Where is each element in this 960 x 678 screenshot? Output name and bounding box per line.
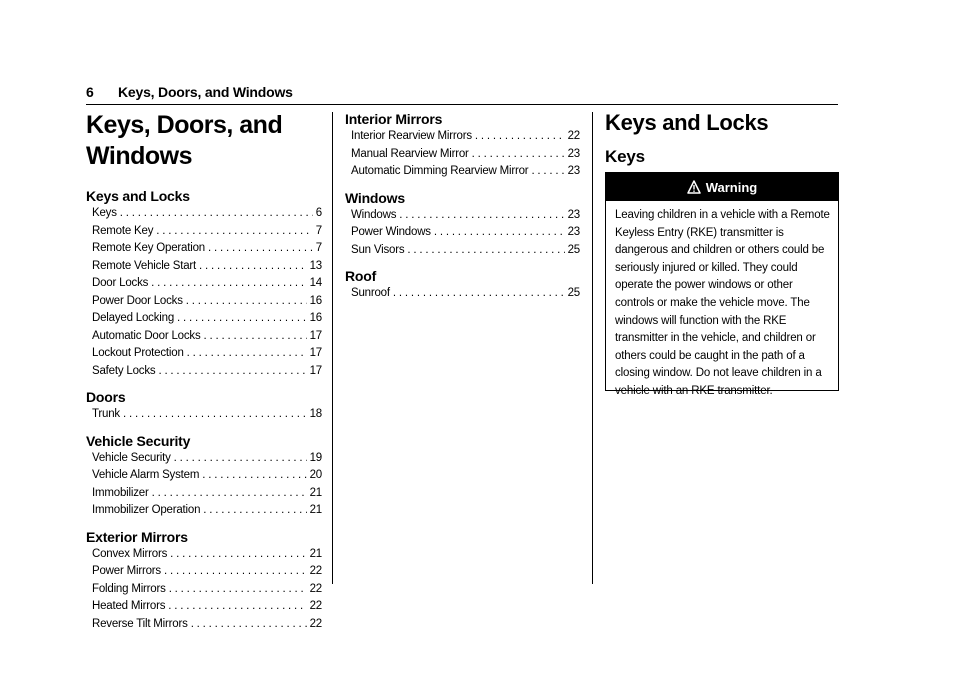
toc-entry[interactable]: [345, 285, 580, 303]
toc-entry-page: 22: [309, 582, 322, 595]
section-title: Keys and Locks: [605, 110, 769, 135]
toc-leader-dots: [174, 450, 307, 468]
toc-entry-label: Sunroof: [351, 287, 390, 299]
toc-section-heading: Doors: [86, 389, 126, 405]
toc-entry[interactable]: [86, 406, 322, 424]
toc-leader-dots: [177, 310, 307, 328]
column-divider-right: [592, 112, 593, 584]
toc-entry-page: 23: [567, 208, 580, 221]
toc-entry-label: Keys: [92, 207, 117, 219]
toc-leader-dots: [156, 223, 313, 241]
toc-entry-page: 21: [309, 504, 322, 516]
toc-entry[interactable]: [86, 258, 322, 276]
toc-entry[interactable]: [345, 163, 580, 181]
toc-entry-page: 22: [309, 565, 322, 577]
page-number: 6: [86, 84, 94, 100]
toc-entry-page: 14: [309, 277, 322, 289]
toc-entry[interactable]: [86, 363, 322, 381]
toc-section: [345, 267, 580, 303]
toc-leader-dots: [399, 207, 564, 225]
toc-entry-label: Folding Mirrors: [92, 582, 166, 595]
toc-entry-label: Sun Visors: [351, 243, 405, 256]
toc-entry-label: Interior Rearview Mirrors: [351, 130, 472, 142]
header-title: Keys, Doors, and Windows: [118, 84, 293, 100]
toc-leader-dots: [204, 328, 307, 346]
toc-entry-label: Immobilizer: [92, 486, 149, 499]
toc-entry[interactable]: [86, 328, 322, 346]
toc-entry-label: Vehicle Security: [92, 451, 171, 464]
toc-entry-page: 17: [309, 329, 322, 342]
toc-section-heading: Windows: [345, 189, 405, 206]
toc-leader-dots: [208, 240, 313, 258]
toc-section-heading: Keys and Locks: [86, 188, 190, 204]
toc-entry[interactable]: [86, 240, 322, 258]
toc-entry-page: 20: [309, 469, 322, 481]
toc-entry-page: 23: [567, 147, 580, 160]
toc-section: [86, 432, 322, 520]
toc-entry-label: Immobilizer Operation: [92, 504, 201, 516]
toc-entry-page: 23: [567, 165, 580, 177]
toc-leader-dots: [169, 581, 307, 599]
toc-entry[interactable]: [86, 616, 322, 634]
toc-leader-dots: [152, 485, 307, 503]
toc-entry[interactable]: [345, 224, 580, 242]
toc-entry-page: 22: [309, 617, 322, 630]
toc-entry-page: 22: [567, 130, 580, 142]
toc-section-heading: Exterior Mirrors: [86, 528, 188, 545]
toc-section: [86, 528, 322, 634]
toc-entry-page: 13: [309, 259, 322, 272]
toc-section: [345, 189, 580, 260]
toc-entry-list: [86, 406, 322, 424]
toc-leader-dots: [472, 146, 565, 164]
toc-entry[interactable]: [86, 293, 322, 311]
toc-entry[interactable]: [86, 581, 322, 599]
toc-entry[interactable]: [86, 205, 322, 223]
toc-entry-label: Power Door Locks: [92, 294, 183, 307]
toc-entry-list: [345, 207, 580, 260]
toc-entry-label: Windows: [351, 208, 397, 221]
toc-section-heading: Roof: [345, 268, 377, 284]
toc-leader-dots: [187, 345, 307, 363]
toc-leader-dots: [407, 242, 564, 260]
toc-entry[interactable]: [86, 502, 322, 520]
toc-entry-page: 21: [309, 547, 322, 560]
toc-entry-page: 16: [309, 312, 322, 324]
chapter-title-line2: Windows: [86, 142, 192, 170]
toc-entry[interactable]: [86, 563, 322, 581]
toc-entry-label: Reverse Tilt Mirrors: [92, 617, 188, 630]
toc-leader-dots: [151, 275, 306, 293]
toc-entry[interactable]: [86, 223, 322, 241]
toc-entry-label: Door Locks: [92, 277, 149, 289]
toc-leader-dots: [199, 258, 307, 276]
toc-entry-page: 16: [309, 294, 322, 307]
toc-leader-dots: [202, 467, 306, 485]
toc-entry-page: 17: [309, 347, 322, 359]
toc-entry[interactable]: [345, 242, 580, 260]
toc-entry-list: [86, 450, 322, 520]
toc-left-column: [86, 110, 322, 633]
warning-triangle-icon: [687, 180, 701, 194]
toc-section-heading: Vehicle Security: [86, 432, 191, 449]
toc-entry[interactable]: [86, 467, 322, 485]
toc-leader-dots: [164, 563, 307, 581]
toc-entry-label: Remote Key Operation: [92, 242, 205, 254]
toc-leader-dots: [186, 293, 307, 311]
warning-text: Leaving children in a vehicle with a Remote Keyless Entry (RKE) transmitter is dangerous and children or others could be seriously injured or killed. They could operate the power windows or other controls or make the vehicle move. The windows will function with the RKE transmitter in the vehicle, and children or others could be caught in the path of a closing window. Do not leave children in a vehicle with an RKE transmitter.: [615, 209, 830, 397]
toc-leader-dots: [434, 224, 565, 242]
toc-entry-page: 18: [309, 408, 322, 420]
toc-entry[interactable]: [345, 146, 580, 164]
toc-entry-page: 17: [309, 364, 322, 377]
toc-section: [86, 187, 322, 380]
toc-entry-label: Vehicle Alarm System: [92, 469, 200, 481]
toc-section: [345, 110, 580, 181]
toc-entry[interactable]: [86, 485, 322, 503]
toc-entry-label: Power Mirrors: [92, 565, 161, 577]
toc-entry[interactable]: [86, 345, 322, 363]
toc-entry-label: Safety Locks: [92, 364, 156, 377]
toc-entry-page: 19: [309, 451, 322, 464]
running-header: [86, 84, 838, 105]
toc-entry[interactable]: [86, 546, 322, 564]
toc-entry[interactable]: [345, 207, 580, 225]
toc-middle-column: [345, 110, 580, 303]
content-right-column: [605, 110, 837, 168]
warning-label: Warning: [705, 179, 758, 195]
toc-leader-dots: [120, 205, 313, 223]
toc-entry-label: Delayed Locking: [92, 312, 175, 324]
toc-entry-label: Power Windows: [351, 226, 431, 238]
toc-entry-page: 7: [315, 224, 322, 237]
toc-entry-label: Heated Mirrors: [92, 600, 166, 612]
toc-entry-page: 21: [309, 486, 322, 499]
toc-entry[interactable]: [86, 598, 322, 616]
toc-entry[interactable]: [345, 128, 580, 146]
chapter-title-line1: Keys, Doors, and: [86, 111, 283, 139]
toc-entry-list: [345, 128, 580, 181]
toc-leader-dots: [531, 163, 564, 181]
toc-entry-label: Convex Mirrors: [92, 547, 168, 560]
toc-entry-label: Automatic Dimming Rearview Mirror: [351, 165, 529, 177]
toc-leader-dots: [203, 502, 306, 520]
toc-leader-dots: [170, 546, 306, 564]
toc-leader-dots: [191, 616, 307, 634]
toc-entry[interactable]: [86, 275, 322, 293]
toc-entry-page: 23: [567, 226, 580, 238]
toc-entry-label: Lockout Protection: [92, 347, 184, 359]
toc-entry-label: Manual Rearview Mirror: [351, 147, 469, 160]
toc-entry-page: 6: [315, 207, 322, 219]
toc-entry-page: 25: [567, 243, 580, 256]
toc-leader-dots: [168, 598, 306, 616]
toc-entry-page: 7: [315, 242, 322, 254]
warning-header: [606, 173, 838, 201]
toc-entry-page: 25: [567, 287, 580, 299]
toc-entry-list: [86, 546, 322, 634]
toc-entry-label: Automatic Door Locks: [92, 329, 201, 342]
toc-leader-dots: [123, 406, 307, 424]
toc-section-heading: Interior Mirrors: [345, 111, 443, 127]
toc-leader-dots: [158, 363, 306, 381]
warning-box: [605, 172, 839, 397]
toc-entry-label: Trunk: [92, 408, 120, 420]
toc-entry-label: Remote Vehicle Start: [92, 259, 197, 272]
toc-section: [86, 388, 322, 424]
toc-entry-page: 22: [309, 600, 322, 612]
column-divider-left: [332, 112, 333, 584]
toc-entry-label: Remote Key: [92, 224, 154, 237]
toc-leader-dots: [475, 128, 565, 146]
toc-entry[interactable]: [86, 450, 322, 468]
chapter-title: [86, 110, 286, 172]
toc-leader-dots: [393, 285, 565, 303]
toc-entry[interactable]: [86, 310, 322, 328]
toc-entry-list: [86, 205, 322, 380]
toc-entry-list: [345, 285, 580, 303]
subsection-title: Keys: [605, 147, 645, 166]
